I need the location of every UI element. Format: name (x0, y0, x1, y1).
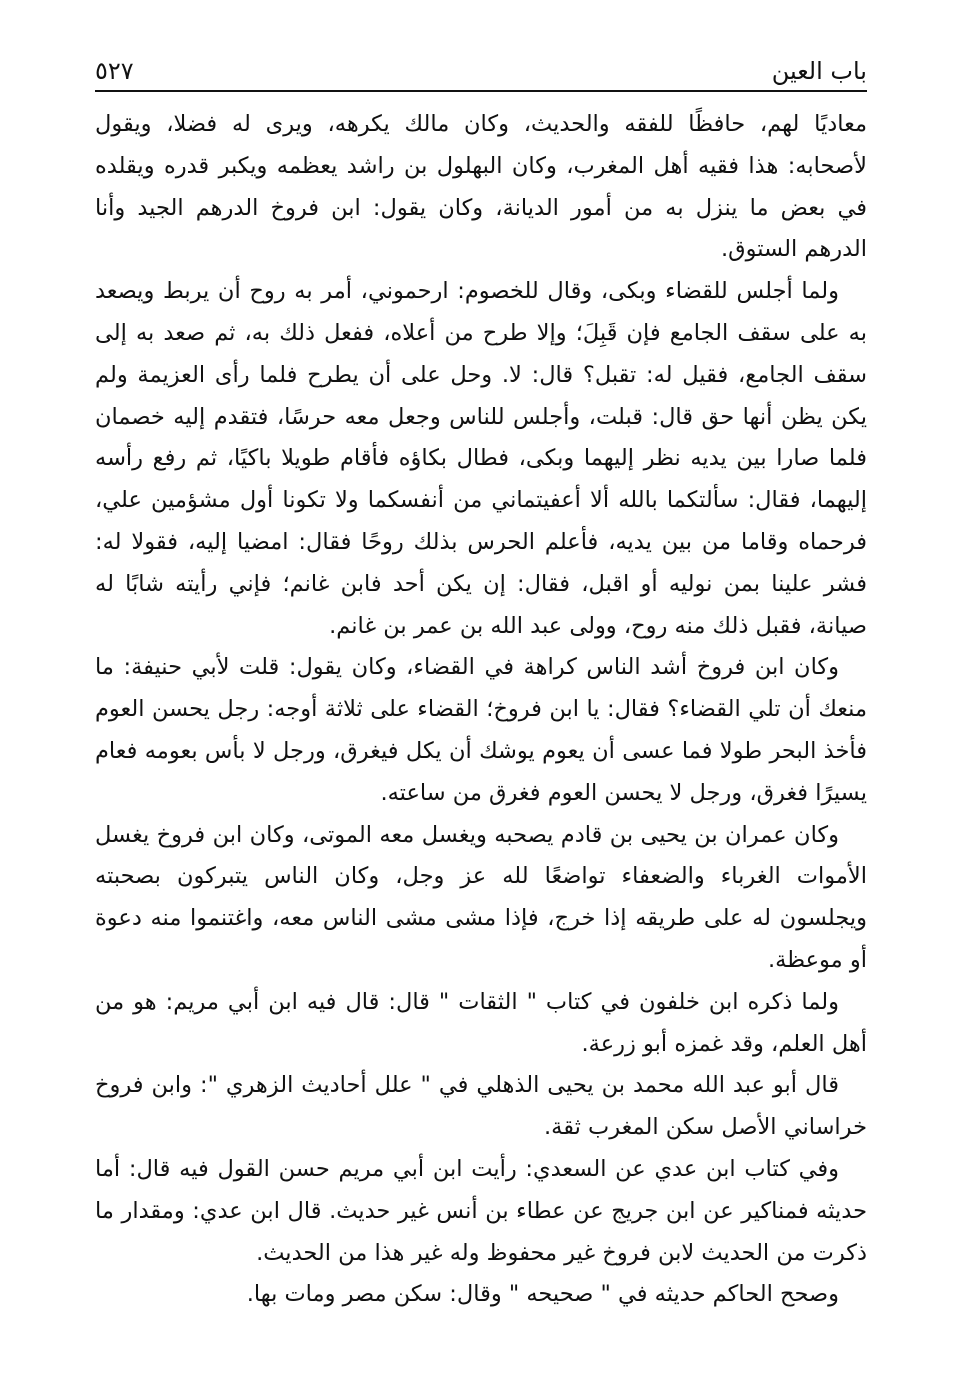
paragraph: وصحح الحاكم حديثه في " صحيحه " وقال: سكن مصر ومات بها. (246, 1281, 839, 1308)
paragraph: معاديًا لهم، حافظًا للفقه والحديث، وكان مالك يكرهه، ويرى له فضلا، ويقول لأصحابه: هذا فقيه أهل المغرب، وكان البهلول بن راشد يعظمه ويكبر قدره ويقلده في بعض ما ينزل به من أمور الديانة، وكان يقول: ابن فروخ الدرهم الجيد وأنا الدرهم الستوق. (95, 111, 867, 263)
chapter-title: باب العين (771, 57, 867, 85)
paragraph: وكان عمران بن يحيى بن قادم يصحبه ويغسل معه الموتى، وكان ابن فروخ يغسل الأموات الغرباء والضعفاء تواضعًا لله عز وجل، وكان الناس يتبركون بصحبته ويجلسون له على طريقه إذا خرج، فإذا مشى مشى الناس معه، واغتنموا منه دعوة أو موعظة. (95, 821, 867, 973)
paragraph: ولما أجلس للقضاء وبكى، وقال للخصوم: ارحموني، أمر به روح أن يربط ويصعد به على سقف الجامع فإن قَبِلَ؛ وإلا طرح من أعلاه، ففعل ذلك به، ثم صعد به إلى سقف الجامع، فقيل له: تقبل؟ قال: لا. وحل على أن يطرح فلما رأى العزيمة ولم يكن يظن أنها حق قال: قبلت، وأجلس للناس وجعل معه حرسًا، فتقدم إليه خصمان فلما صارا بين يديه نظر إليهما وبكى، فطال بكاؤه فأقام طويلا باكيًا، ثم رفع رأسه إليهما، فقال: سألتكما بالله ألا أعفيتماني من أنفسكما ولا تكونا أول مشؤمين علي، فرحماه وقاما من بين يديه، فأعلم الحرس بذلك روحًا فقال: امضيا إليه، فقولا له: فشر علينا بمن نوليه أو اقبل، فقال: إن يكن أحد فابن غانم؛ فإني رأيته شابًا له صيانة، فقبل ذلك منه روح، وولى عبد الله بن عمر بن غانم. (95, 278, 867, 639)
paragraph: وفي كتاب ابن عدي عن السعدي: رأيت ابن أبي مريم حسن القول فيه قال: أما حديثه فمناكير عن ابن جريج عن عطاء بن أنس غير حديث. قال ابن عدي: ومقدار ما ذكرت من الحديث لابن فروخ غير محفوظ وله غير هذا من الحديث. (95, 1155, 867, 1266)
paragraph: ولما ذكره ابن خلفون في كتاب " الثقات " قال: قال فيه ابن أبي مريم: هو من أهل العلم، وقد غمزه أبو زرعة. (95, 988, 867, 1057)
page-number: ٥٢٧ (95, 57, 134, 85)
body-text (95, 104, 867, 1316)
paragraph: قال أبو عبد الله محمد بن يحيى الذهلي في " علل أحاديث الزهري ": وابن فروخ خراساني الأصل سكن المغرب ثقة. (95, 1072, 867, 1141)
paragraph: وكان ابن فروخ أشد الناس كراهة في القضاء، وكان يقول: قلت لأبي حنيفة: ما منعك أن تلي القضاء؟ فقال: يا ابن فروخ؛ القضاء على ثلاثة أوجه: رجل يحسن العوم فأخذ البحر طولا فما عسى أن يعوم يوشك أن يكل فيغرق، ورجل لا بأس بعومه فعام يسيرًا فغرق، ورجل لا يحسن العوم فغرق من ساعته. (95, 654, 867, 806)
running-header (95, 52, 867, 92)
book-page (95, 52, 867, 1352)
